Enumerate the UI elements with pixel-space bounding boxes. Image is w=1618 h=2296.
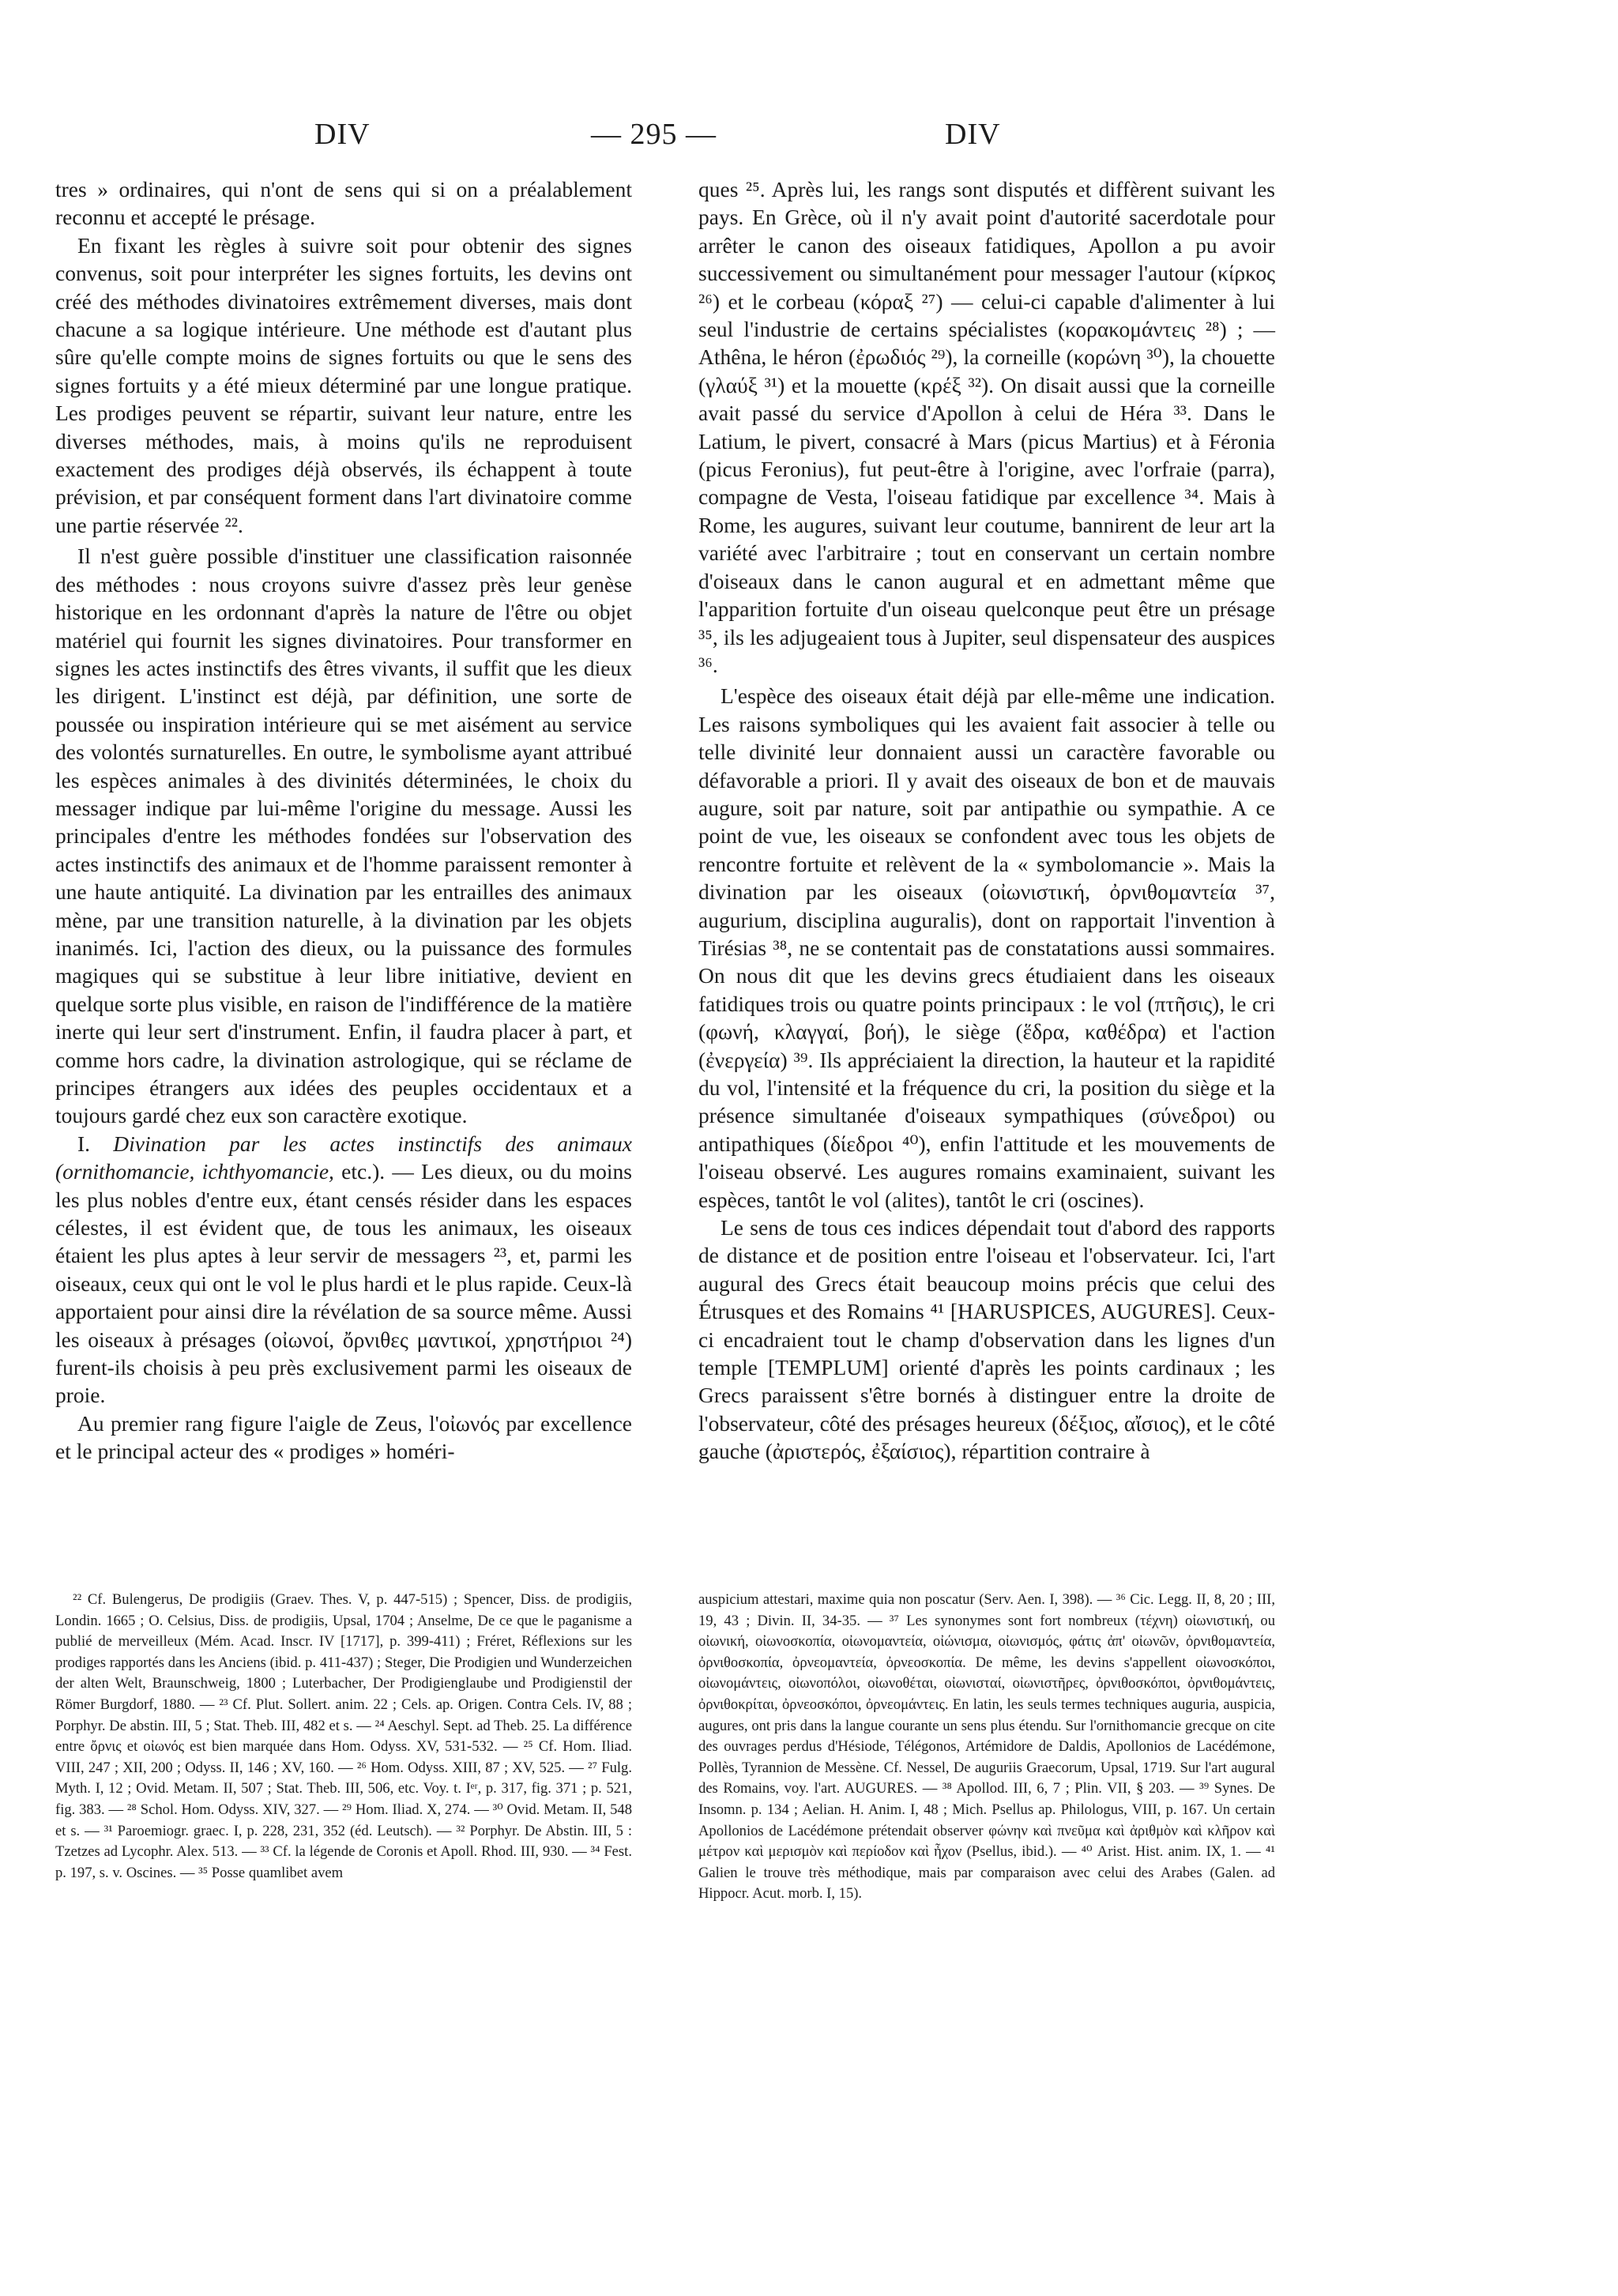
footnotes-left bbox=[55, 1590, 632, 1884]
header-right: DIV bbox=[945, 118, 1001, 151]
footnote-block: ²² Cf. Bulengerus, De prodigiis (Graev. Thes. V, p. 447-515) ; Spencer, Diss. de prodigiis, Londin. 1665 ; O. Celsius, Diss. de prodigiis, Upsal, 1704 ; Anselme, De ce que le paganisme a publié de merveilleux (Mém. Acad. Inscr. IV [1717], p. 399-411) ; Fréret, Réflexions sur les prodiges rapportés dans les Anciens (ibid. p. 411-437) ; Steger, Die Prodigien und Wunderzeichen der alten Welt, Braunschweig, 1800 ; Luterbacher, Der Prodigienglaube und Prodigienstil der Römer Burgdorf, 1880. — ²³ Cf. Plut. Sollert. anim. 22 ; Cels. ap. Origen. Contra Cels. IV, 88 ; Porphyr. De abstin. III, 5 ; Stat. Theb. III, 482 et s. — ²⁴ Aeschyl. Sept. ad Theb. 25. La différence entre ὄρνις et οἰωνός est bien marquée dans Hom. Odyss. XV, 531-532. — ²⁵ Cf. Hom. Iliad. VIII, 247 ; XII, 200 ; Odyss. II, 146 ; XV, 160. — ²⁶ Hom. Odyss. XIII, 87 ; XV, 525. — ²⁷ Fulg. Myth. I, 12 ; Ovid. Metam. II, 507 ; Stat. Theb. III, 506, etc. Voy. t. Iᵉʳ, p. 317, fig. 371 ; p. 521, fig. 383. — ²⁸ Schol. Hom. Odyss. XIV, 327. — ²⁹ Hom. Iliad. X, 274. — ³⁰ Ovid. Metam. II, 548 et s. — ³¹ Paroemiogr. graec. I, p. 228, 231, 352 (éd. Leutsch). — ³² Porphyr. De Abstin. III, 5 : Tzetzes ad Lycophr. Alex. 513. — ³³ Cf. la légende de Coronis et Apoll. Rhod. III, 930. — ³⁴ Fest. p. 197, s. v. Oscines. — ³⁵ Posse quamlibet avem bbox=[55, 1591, 632, 1881]
section-title: Divination par les actes instinctifs des animaux (ornithomancie, ichthyomancie, bbox=[55, 1131, 632, 1184]
footnotes-right bbox=[698, 1590, 1275, 1905]
page-number: — 295 — bbox=[591, 118, 717, 151]
paragraph: En fixant les règles à suivre soit pour obtenir des signes convenus, soit pour interpréter les signes fortuits, les devins ont créé des méthodes divinatoires extrêmement diverses, mais dont chacune a sa logique intérieure. Une méthode est d'autant plus sûre qu'elle compte moins de signes fortuits ou que le sens des signes fortuits y a été mieux déterminé par une longue pratique. Les prodiges peuvent se répartir, suivant leur nature, entre les diverses méthodes, mais, à moins qu'ils ne reproduisent exactement des prodiges déjà observés, ils échappent à toute prévision, et par conséquent forment dans l'art divinatoire comme une partie réservée ²². bbox=[55, 232, 632, 537]
section-text: etc.). — Les dieux, ou du moins les plus nobles d'entre eux, étant censés résider dans les espaces célestes, il est évident que, de tous les animaux, les oiseaux étaient les plus aptes à leur servir de messagers ²³, et, parmi les oiseaux, ceux qui ont le vol le plus hardi et le plus rapide. Ceux-là apportaient pour ainsi dire la révélation de sa source même. Aussi les oiseaux à présages (οἰωνοί, ὄρνιθες μαντικοί, χρηστήριοι ²⁴) furent-ils choisis à peu près exclusivement parmi les oiseaux de proie. bbox=[55, 1159, 632, 1408]
paragraph: Il n'est guère possible d'instituer une classification raisonnée des méthodes : nous croyons suivre d'assez près leur genèse historique en les ordonnant d'après la nature de l'être ou objet matériel qui fournit les signes divinatoires. Pour transformer en signes les actes instinctifs des êtres vivants, il suffit que les dieux les dirigent. L'instinct est déjà, par définition, une sorte de poussée ou inspiration intérieure qui se met aisément au service des volontés surnaturelles. En outre, le symbolisme ayant attribué les espèces animales à des divinités déterminées, le choix du messager indique par lui-même l'origine du message. Aussi les principales d'entre les méthodes fondées sur l'observation des actes instinctifs des animaux et de l'homme paraissent remonter à une haute antiquité. La divination par les entrailles des animaux mène, par une transition naturelle, à la divination par les objets inanimés. Ici, l'action des dieux, ou la puissance des formules magiques qui se substitue à leur libre initiative, devient en quelque sorte plus visible, en raison de l'indifférence de la matière inerte qui leur sert d'instrument. Enfin, il faudra placer à part, et comme hors cadre, la divination astrologique, qui se réclame de principes étrangers aux idées des peuples occidentaux et a toujours gardé chez eux son caractère exotique. bbox=[55, 544, 632, 1128]
paragraph: tres » ordinaires, qui n'ont de sens qui si on a préalablement reconnu et accepté le présage. bbox=[55, 177, 632, 230]
paragraph: Le sens de tous ces indices dépendait tout d'abord des rapports de distance et de position entre l'oiseau et l'observateur. Ici, l'art augural des Grecs était beaucoup moins précis que celui des Étrusques et des Romains ⁴¹ [HARUSPICES, AUGURES]. Ceux-ci encadraient tout le champ d'observation dans les lignes d'un temple [TEMPLUM] orienté d'après les points cardinaux ; les Grecs paraissent s'être bornés à distinguer entre la droite de l'observateur, côté des présages heureux (δέξιος, αἴσιος), et le côté gauche (ἀριστερός, ἐξαίσιος), répartition contraire à bbox=[698, 1215, 1275, 1464]
paragraph: ques ²⁵. Après lui, les rangs sont disputés et diffèrent suivant les pays. En Grèce, où il n'y avait point d'autorité sacerdotale pour arrêter le canon des oiseaux fatidiques, Apollon a pu avoir successivement ou simultanément pour messager l'autour (κίρκος ²⁶) et le corbeau (κόραξ ²⁷) — celui-ci capable d'alimenter à lui seul l'industrie de certains spécialistes (κορακομάντεις ²⁸) ; — Athêna, le héron (ἐρωδιός ²⁹), la corneille (κορώνη ³⁰), la chouette (γλαύξ ³¹) et la mouette (κρέξ ³²). On disait aussi que la corneille avait passé du service d'Apollon à celui de Héra ³³. Dans le Latium, le pivert, consacré à Mars (picus Martius) et à Féronia (picus Feronius), fut peut-être à l'origine, avec l'orfraie (parra), compagne de Vesta, l'oiseau fatidique par excellence ³⁴. Mais à Rome, les augures, suivant leur coutume, bannirent de leur art la variété avec l'arbitraire ; tout en conservant un certain nombre d'oiseaux dans le canon augural et en admettant même que l'apparition fortuite d'un oiseau quelconque peut être un présage ³⁵, ils les adjugeaient tous à Jupiter, seul dispensateur des auspices ³⁶. bbox=[698, 177, 1275, 677]
section-number: I. bbox=[77, 1131, 114, 1156]
paragraph: Au premier rang figure l'aigle de Zeus, l'οἰωνός par excellence et le principal acteur des « prodiges » homéri- bbox=[55, 1410, 632, 1464]
section-paragraph bbox=[55, 1130, 632, 1410]
paragraph: L'espèce des oiseaux était déjà par elle-même une indication. Les raisons symboliques qui les avaient fait associer à telle ou telle divinité leur donnaient aussi un caractère favorable ou défavorable a priori. Il y avait des oiseaux de bon et de mauvais augure, soit par nature, soit par antipathie ou sympathie. A ce point de vue, les oiseaux se confondent avec tous les objets de rencontre fortuite et relèvent de la « symbolomancie ». Mais la divination par les oiseaux (οἰωνιστική, ὀρνιθομαντεία ³⁷, augurium, disciplina auguralis), dont on rapportait l'invention à Tirésias ³⁸, ne se contentait pas de constatations aussi sommaires. On nous dit que les devins grecs étudiaient dans les oiseaux fatidiques trois ou quatre points principaux : le vol (πτῆσις), le cri (φωνή, κλαγγαί, βοή), le siège (ἕδρα, καθέδρα) et l'action (ἐνεργεία) ³⁹. Ils appréciaient la direction, la hauteur et la rapidité du vol, l'intensité et la fréquence du cri, la position du siège et la présence simultanée d'oiseaux sympathiques (σύνεδροι) ou antipathiques (δίεδροι ⁴⁰), enfin l'attitude et les mouvements de l'oiseau observé. Les augures romains examinaient, suivant les espèces, tantôt le vol (alites), tantôt le cri (oscines). bbox=[698, 683, 1275, 1212]
right-column bbox=[698, 175, 1275, 1466]
left-column bbox=[55, 175, 632, 1466]
footnote-block: auspicium attestari, maxime quia non poscatur (Serv. Aen. I, 398). — ³⁶ Cic. Legg. II, 8, 20 ; III, 19, 43 ; Divin. II, 34-35. — ³⁷ Les synonymes sont fort nombreux (τέχνη) οἰωνιστική, ou οἰωνική, οἰωνοσκοπία, οἰωνομαντεία, οἰώνισμα, οἰωνισμός, φάτις ἀπ' οἰωνῶν, ὀρνιθομαντεία, ὀρνιθοσκοπία, ὀρνεομαντεία, ὀρνεοσκοπία. De même, les devins s'appellent οἰωνοσκόποι, οἰωνομάντεις, οἰωνοπόλοι, οἰωνοθέται, οἰωνισταί, οἰωνιστῆρες, ὀρνιθοσκόποι, ὀρνιθομάντεις, ὀρνιθοκρίται, ὀρνεοσκόποι, ὀρνεομάντεις. En latin, les seuls termes techniques auguria, auspicia, augures, ont pris dans la langue courante un sens plus étendu. Sur l'ornithomancie grecque on cite des ouvrages perdus d'Hésiode, Télégonos, Artémidore de Daldis, Apollonios de Lacédémone, Pollès, Tyrannion de Messène. Cf. Nessel, De auguriis Graecorum, Upsal, 1719. Sur l'art augural des Romains, voy. l'art. AUGURES. — ³⁸ Apollod. III, 6, 7 ; Plin. VII, § 203. — ³⁹ Synes. De Insomn. p. 134 ; Aelian. H. Anim. I, 48 ; Mich. Psellus ap. Philologus, VIII, p. 167. Un certain Apollonios de Lacédémone prétendait observer φώνην καὶ πνεῦμα καὶ ἀριθμὸν καὶ κλῆρον καὶ μέτρον καὶ μερισμὸν καὶ περίοδον καὶ ἦχον (Psellus, ibid.). — ⁴⁰ Arist. Hist. anim. IX, 1. — ⁴¹ Galien le trouve très méthodique, mais par comparaison avec celui des Arabes (Galen. ad Hippocr. Acut. morb. I, 15). bbox=[698, 1591, 1275, 1903]
header-left: DIV bbox=[314, 118, 371, 151]
running-header bbox=[0, 117, 1618, 164]
